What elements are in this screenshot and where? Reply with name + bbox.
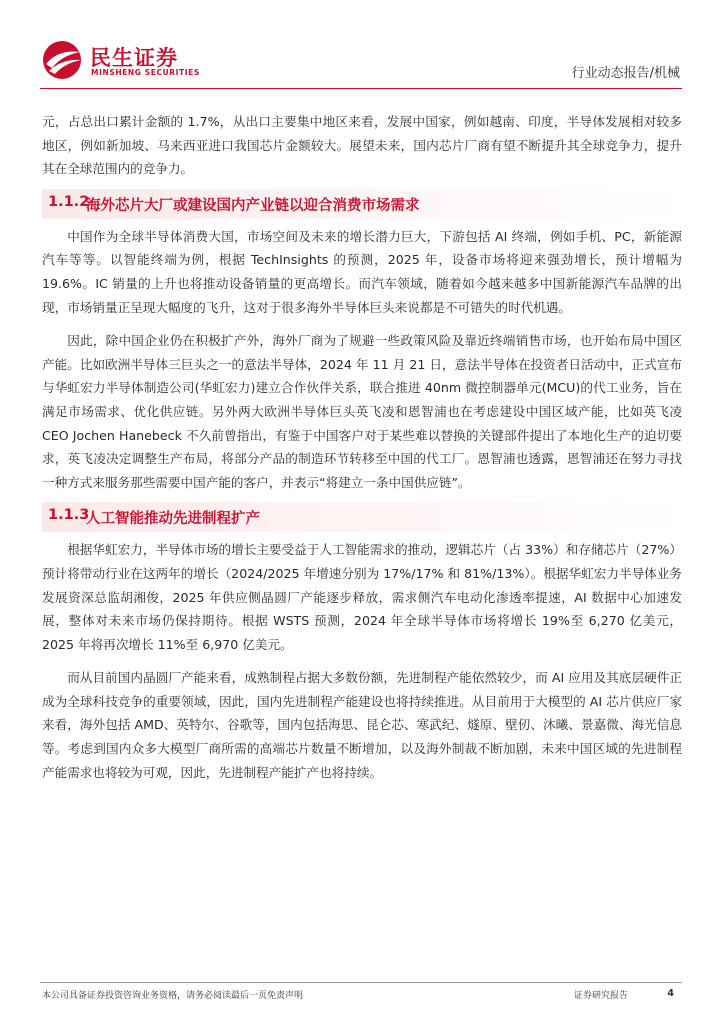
header-divider — [40, 88, 682, 89]
footer-divider — [40, 982, 682, 983]
section-title: 海外芯片大厂或建设国内产业链以迎合消费市场需求 — [86, 197, 420, 214]
page-number: 4 — [667, 988, 674, 999]
footer-report-label: 证券研究报告 — [573, 991, 628, 1001]
section-number: 1.1.2 — [48, 193, 90, 210]
section-heading-1-1-2 — [42, 189, 682, 219]
report-type-label: 行业动态报告/机械 — [571, 66, 680, 81]
paragraph: 根据华虹宏力，半导体市场的增长主要受益于人工智能需求的推动，逻辑芯片（占 33%）和存储芯片（27%）预计将带动行业在这两年的增长（2024/2025 年增速分别为 17%/17% 和 81%/13%）。根据华虹宏力半导体业务发展资深总监胡湘俊，2025 年供应侧晶圆厂产能逐步释放，需求侧汽车电动化渗透率提速，AI 数据中心加速发展，整体对未来市场仍保持期待。根据 WSTS 预测，2024 年全球半导体市场将增长 19%至 6,270 亿美元，2025 年将再次增长 11%至 6,970 亿美元。 — [42, 542, 682, 652]
section-heading-1-1-3 — [42, 502, 682, 532]
paragraph: 中国作为全球半导体消费大国，市场空间及未来的增长潜力巨大，下游包括 AI 终端，例如手机、PC，新能源汽车等等。以智能终端为例，根据 TechInsights 的预测，2025 年，设备市场将迎来强劲增长，预计增幅为 19.6%。IC 销量的上升也将推动设备销量的更高增长。而汽车领域，随着如今越来越多中国新能源汽车品牌的出现，市场销量正呈现大幅度的飞升，这对于很多海外半导体巨头来说都是不可错失的时代机遇。 — [42, 228, 682, 315]
page-header — [0, 0, 724, 90]
paragraph: 因此，除中国企业仍在积极扩产外，海外厂商为了规避一些政策风险及靠近终端销售市场，也开始布局中国区产能。比如欧洲半导体三巨头之一的意法半导体，2024 年 11 月 21 日，意法半导体在投资者日活动中，正式宣布与华虹宏力半导体制造公司(华虹宏力)建立合作伙伴关系，联合推进 40nm 微控制器单元(MCU)的代工业务，旨在满足市场需求、优化供应链。另外两大欧洲半导体巨头英飞凌和恩智浦也在考虑建设中国区域产能，比如英飞凌 CEO Jochen Hanebeck 不久前曾指出，有鉴于中国客户对于某些难以替换的关键部件提出了本地化生产的迫切要求，英飞凌决定调整生产布局，将部分产品的制造环节转移至中国的代工厂。恩智浦也透露，恩智浦还在努力寻找一种方式来服务那些需要中国产能的客户，并表示“将建立一条中国供应链”。 — [42, 333, 682, 490]
section-title: 人工智能推动先进制程扩产 — [86, 511, 260, 528]
report-body — [42, 110, 682, 784]
footer-disclaimer: 本公司具备证券投资咨询业务资格，请务必阅读最后一页免责声明 — [42, 991, 304, 1001]
section-number: 1.1.3 — [48, 507, 90, 524]
logo-chinese-name: 民生证券 — [90, 46, 178, 70]
paragraph: 而从目前国内晶圆厂产能来看，成熟制程占据大多数份额，先进制程产能依然较少，而 AI 应用及其底层硬件正成为全球科技竞争的重要领域，因此，国内先进制程产能建设也将持续推进。从目前用于大模型的 AI 芯片供应厂家来看，海外包括 AMD、英特尔、谷歌等，国内包括海思、昆仑芯、寒武纪、燧原、壁仞、沐曦、景嘉微、海光信息等。考虑到国内众多大模型厂商所需的高端芯片数量不断增加，以及海外制裁不断加剧，未来中国区域的先进制程产能需求也将较为可观，因此，先进制程产能扩产也将持续。 — [42, 670, 682, 780]
logo-english-name: MINSHENG SECURITIES — [91, 68, 200, 77]
minsheng-logo-icon — [40, 40, 86, 80]
paragraph: 元，占总出口累计金额的 1.7%，从出口主要集中地区来看，发展中国家，例如越南、印度，半导体发展相对较多地区，例如新加坡、马来西亚进口我国芯片金额较大。展望未来，国内芯片厂商有望不断提升其全球竞争力，提升其在全球范围内的竞争力。 — [42, 114, 682, 177]
minsheng-logo — [40, 40, 220, 80]
